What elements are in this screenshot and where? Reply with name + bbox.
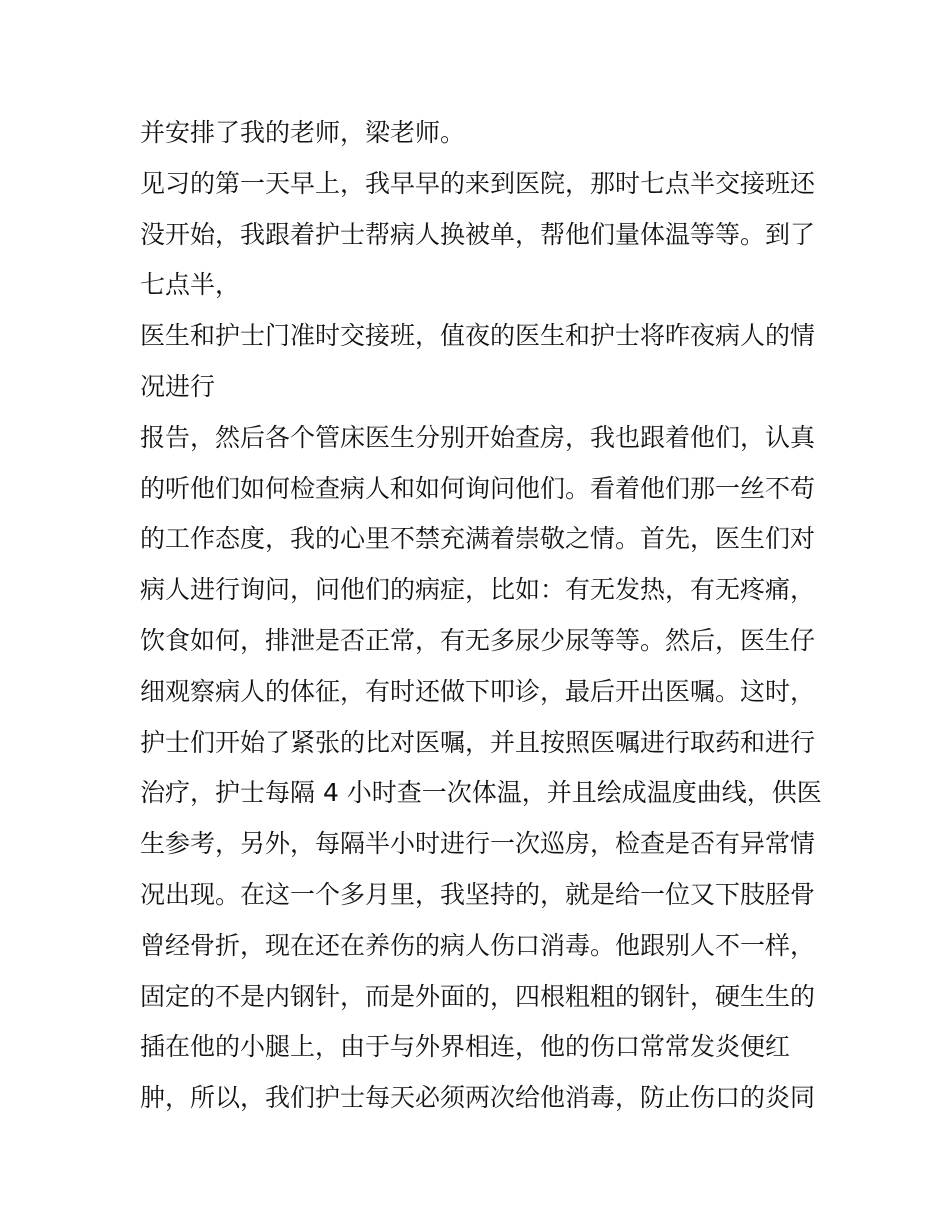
text-line: 的听他们如何检查病人和如何询问他们。看着他们那一丝不苟 — [140, 473, 816, 503]
text-line: 见习的第一天早上，我早早的来到医院，那时七点半交接班还 — [140, 168, 816, 198]
text-line: 细观察病人的体征，有时还做下叩诊，最后开出医嘱。这时， — [140, 676, 816, 706]
text-line: 病人进行询问，问他们的病症，比如：有无发热，有无疼痛， — [140, 575, 816, 605]
text-line: 护士们开始了紧张的比对医嘱，并且按照医嘱进行取药和进行 — [140, 727, 816, 757]
text-line: 肿，所以，我们护士每天必须两次给他消毒，防止伤口的炎同 — [140, 1083, 816, 1113]
text-line: 曾经骨折，现在还在养伤的病人伤口消毒。他跟别人不一样， — [140, 930, 816, 960]
text-line: 治疗，护士每隔 4 小时查一次体温，并且绘成温度曲线，供医 — [140, 778, 822, 808]
text-line: 生参考，另外，每隔半小时进行一次巡房，检查是否有异常情 — [140, 829, 816, 859]
text-line: 插在他的小腿上，由于与外界相连，他的伤口常常发炎便红 — [140, 1032, 791, 1062]
text-line: 况进行 — [140, 371, 216, 401]
text-line: 医生和护士门准时交接班，值夜的医生和护士将昨夜病人的情 — [140, 321, 816, 351]
text-line: 并安排了我的老师，梁老师。 — [140, 118, 466, 147]
text-line: 没开始，我跟着护士帮病人换被单，帮他们量体温等等。到了 — [140, 219, 816, 249]
text-line: 况出现。在这一个多月里，我坚持的，就是给一位又下肢胫骨 — [140, 879, 816, 909]
text-line: 七点半， — [140, 270, 241, 300]
body-text — [140, 108, 820, 1124]
text-line: 固定的不是内钢针，而是外面的，四根粗粗的钢针，硬生生的 — [140, 981, 816, 1011]
text-line: 饮食如何，排泄是否正常，有无多尿少尿等等。然后，医生仔 — [140, 625, 816, 655]
text-line: 的工作态度，我的心里不禁充满着崇敬之情。首先，医生们对 — [140, 524, 816, 554]
text-line: 报告，然后各个管床医生分别开始查房，我也跟着他们，认真 — [140, 422, 816, 452]
